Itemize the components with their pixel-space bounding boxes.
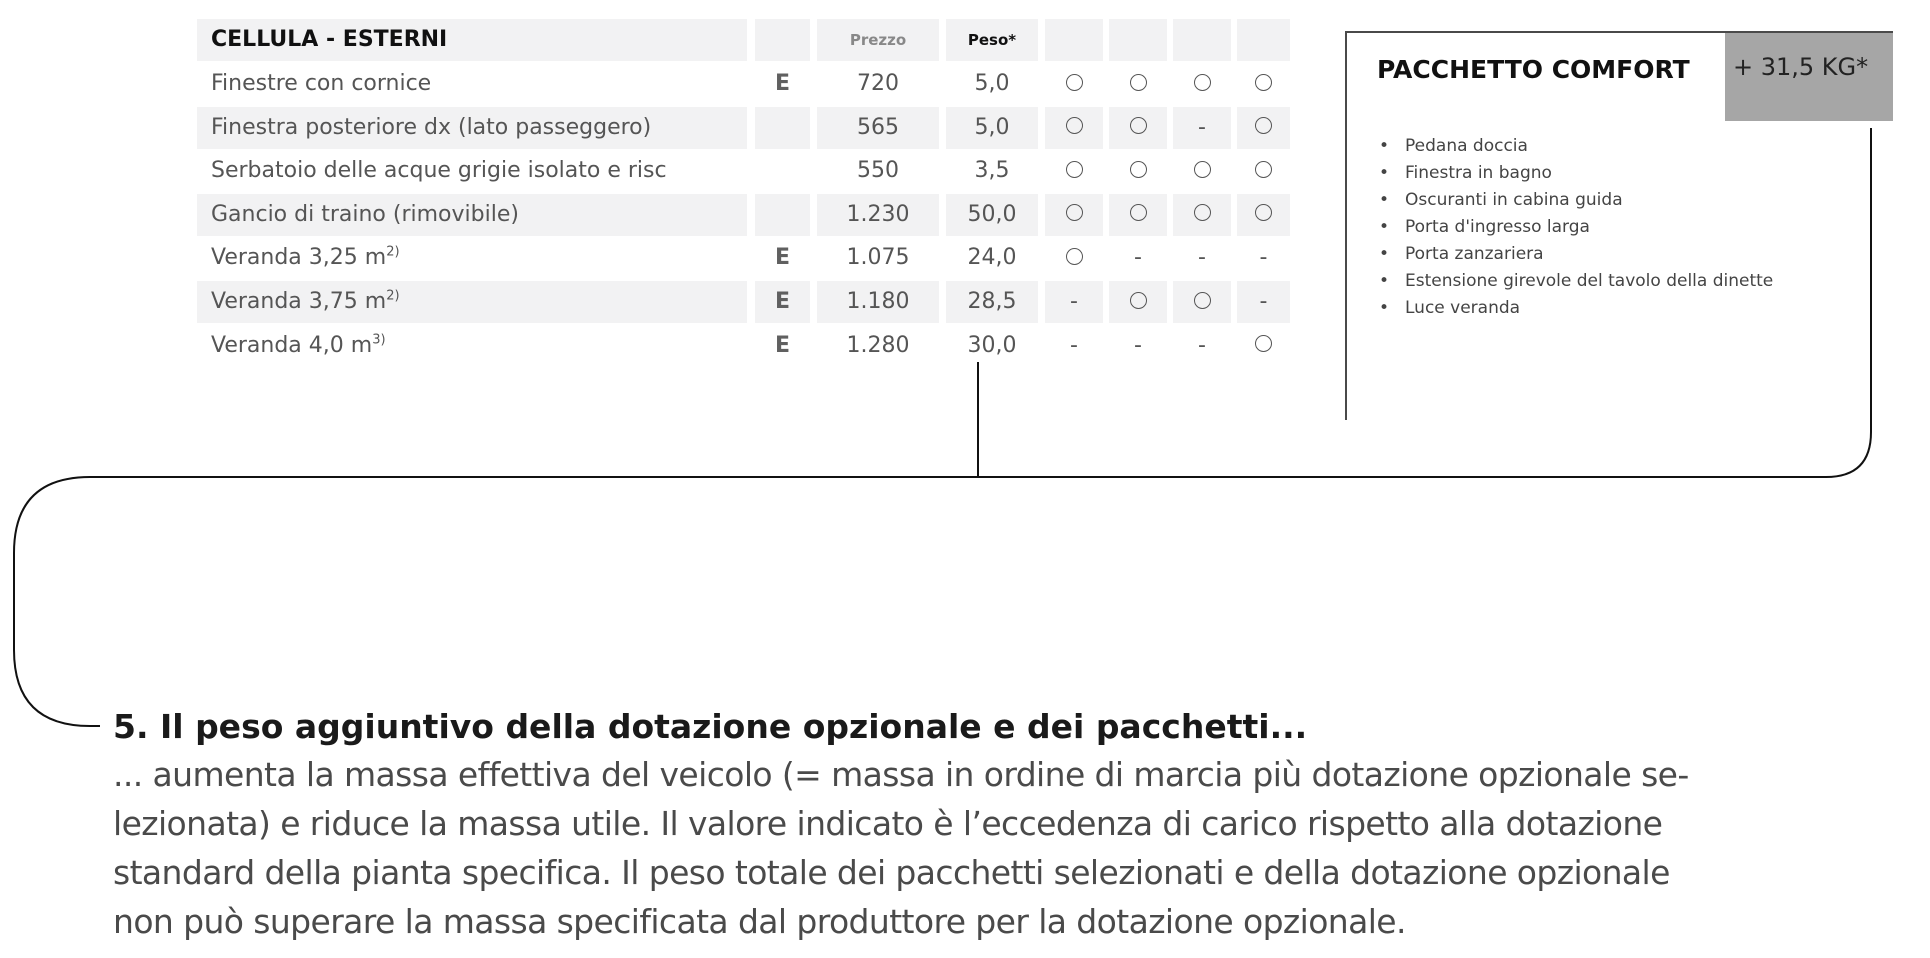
- package-weight-badge: + 31,5 KG*: [1725, 33, 1893, 121]
- option-label-text: Gancio di traino (rimovibile): [211, 201, 519, 227]
- weight-value: 24,0: [967, 245, 1017, 271]
- header-prezzo: Prezzo: [817, 19, 939, 61]
- not-available-dash: -: [1198, 245, 1206, 271]
- package-title: PACCHETTO COMFORT: [1377, 55, 1690, 84]
- package-item: • Finestra in bagno: [1379, 160, 1773, 187]
- weight-value: 30,0: [967, 332, 1017, 358]
- standard-marker-e: E: [774, 245, 791, 271]
- not-available-dash: -: [1198, 114, 1206, 140]
- weight-value: 28,5: [946, 281, 1038, 323]
- not-available-dash: -: [1134, 332, 1142, 358]
- footnote-ref: 3): [372, 332, 386, 348]
- option-label-text: Veranda 3,75 m: [211, 289, 387, 314]
- price-value: 1.280: [846, 332, 910, 358]
- package-item: • Porta zanzariera: [1379, 241, 1773, 268]
- standard-marker-e: E: [774, 332, 791, 358]
- option-label-text: Veranda 4,0 m: [211, 332, 373, 358]
- option-label-text: Finestre con cornice: [211, 71, 432, 96]
- footnote-line: non può superare la massa specificata dal produttore per la dotazione opzionale.: [113, 902, 1406, 941]
- weight-value: 5,0: [974, 71, 1010, 96]
- standard-marker-e: E: [755, 281, 810, 323]
- price-value: 1.230: [817, 194, 939, 236]
- price-value: 1.075: [846, 245, 910, 271]
- footnote-line: ... aumenta la massa effettiva del veicolo (= massa in ordine di marcia più dotazione opzionale se-: [113, 755, 1689, 794]
- price-value: 720: [857, 71, 899, 96]
- package-item: • Pedana doccia: [1379, 133, 1773, 160]
- price-value: 565: [817, 107, 939, 149]
- package-item: • Oscuranti in cabina guida: [1379, 187, 1773, 214]
- weight-value: 3,5: [974, 158, 1010, 184]
- option-label-text: Serbatoio delle acque grigie isolato e risc: [211, 158, 667, 184]
- not-available-dash: -: [1198, 332, 1206, 358]
- footnote: [113, 704, 1923, 946]
- package-item: • Porta d'ingresso larga: [1379, 214, 1773, 241]
- table-section-title: CELLULA - ESTERNI: [197, 19, 747, 61]
- package-item: • Luce veranda: [1379, 295, 1773, 322]
- not-available-dash: -: [1070, 289, 1078, 314]
- weight-value: 50,0: [946, 194, 1038, 236]
- option-label-text: Finestra posteriore dx (lato passeggero): [211, 114, 652, 140]
- footnote-ref: 2): [386, 245, 400, 261]
- price-value: 550: [857, 158, 899, 184]
- footnote-ref: 2): [386, 288, 400, 304]
- not-available-dash: -: [1259, 245, 1268, 271]
- package-item: • Estensione girevole del tavolo della dinette: [1379, 268, 1773, 295]
- footnote-line: standard della pianta specifica. Il peso totale dei pacchetti selezionati e della dotazione opzionale: [113, 853, 1670, 892]
- not-available-dash: -: [1259, 289, 1268, 314]
- standard-marker-e: E: [774, 71, 791, 96]
- footnote-title: 5. Il peso aggiuntivo della dotazione opzionale e dei pacchetti...: [113, 707, 1308, 746]
- footnote-line: lezionata) e riduce la massa utile. Il valore indicato è l’eccedenza di carico rispetto alla dotazione: [113, 804, 1663, 843]
- header-peso: Peso*: [946, 19, 1038, 61]
- not-available-dash: -: [1070, 332, 1078, 358]
- option-label-text: Veranda 3,25 m: [211, 245, 387, 271]
- price-value: 1.180: [817, 281, 939, 323]
- weight-value: 5,0: [946, 107, 1038, 149]
- not-available-dash: -: [1134, 245, 1142, 271]
- package-bracket-connector: [14, 128, 1871, 726]
